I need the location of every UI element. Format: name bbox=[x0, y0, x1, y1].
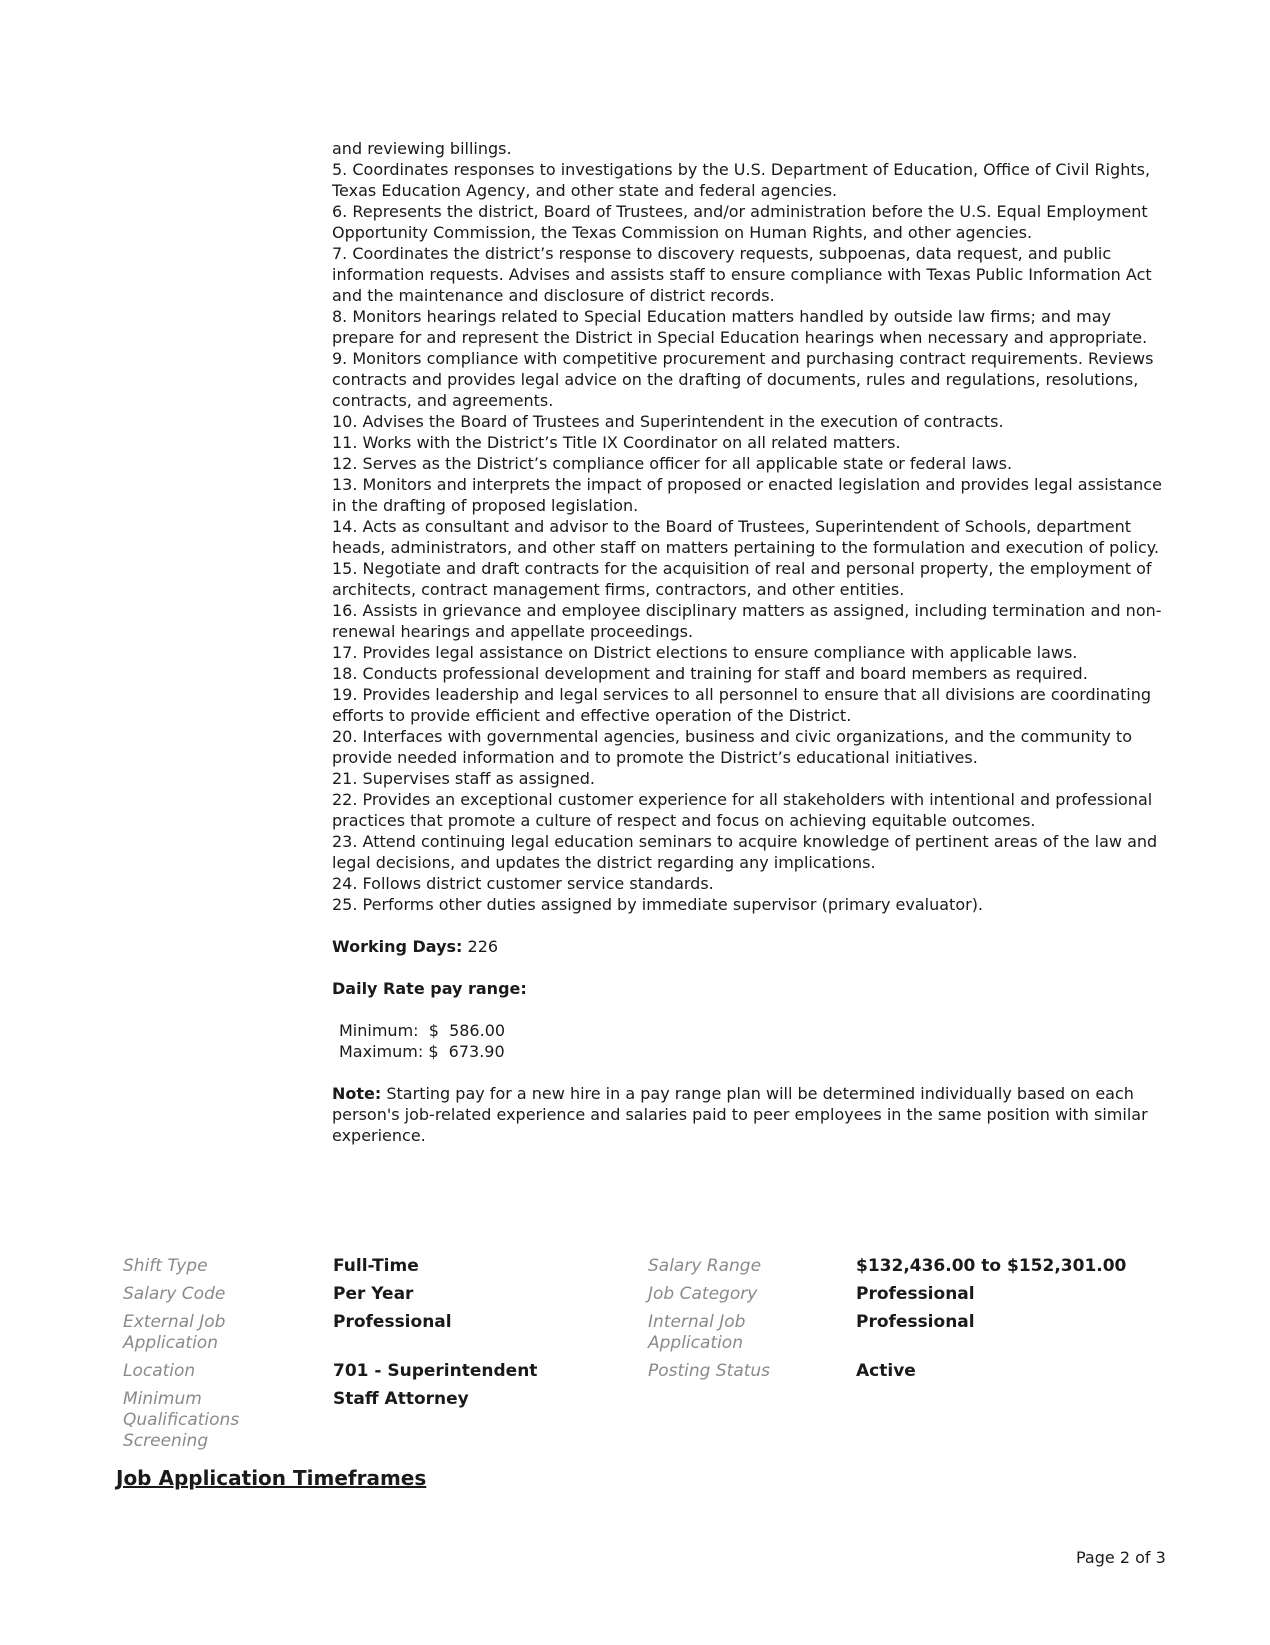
duty-item: 14. Acts as consultant and advisor to the Board of Trustees, Superintendent of Schools, department heads, administrators, and other staff on matters pertaining to the formulation and execution of policy. bbox=[332, 517, 1160, 557]
working-days-label: Working Days: bbox=[332, 937, 463, 956]
details-row bbox=[123, 1256, 1143, 1284]
duty-item: 18. Conducts professional development and training for staff and board members as required. bbox=[332, 664, 1088, 683]
duty-item: 17. Provides legal assistance on District elections to ensure compliance with applicable laws. bbox=[332, 643, 1078, 662]
duty-item: 10. Advises the Board of Trustees and Superintendent in the execution of contracts. bbox=[332, 412, 1004, 431]
min-qualifications-screening-label: Minimum Qualifications Screening bbox=[123, 1389, 240, 1451]
internal-job-application-label: Internal Job Application bbox=[648, 1312, 746, 1353]
details-row bbox=[123, 1312, 1143, 1361]
pay-range-table bbox=[339, 1020, 1162, 1062]
duty-item: 8. Monitors hearings related to Special Education matters handled by outside law firms; and may prepare for and represent the District in Special Education hearings when necessary and appropriate. bbox=[332, 307, 1148, 347]
job-category-label: Job Category bbox=[648, 1284, 758, 1304]
duty-item: and reviewing billings. bbox=[332, 139, 512, 158]
duty-item: 6. Represents the district, Board of Trustees, and/or administration before the U.S. Equal Employment Opportunity Commission, the Texas Commission on Human Rights, and other agencies. bbox=[332, 202, 1148, 242]
pay-note bbox=[332, 1083, 1162, 1146]
duty-item: 22. Provides an exceptional customer experience for all stakeholders with intentional and professional practices that promote a culture of respect and focus on achieving equitable outcomes. bbox=[332, 790, 1153, 830]
duty-item: 20. Interfaces with governmental agencies, business and civic organizations, and the community to provide needed information and to promote the District’s educational initiatives. bbox=[332, 727, 1132, 767]
working-days bbox=[332, 936, 1162, 957]
details-row bbox=[123, 1361, 1143, 1389]
internal-job-application-value: Professional bbox=[856, 1312, 975, 1332]
details-row bbox=[123, 1284, 1143, 1312]
duty-item: 11. Works with the District’s Title IX Coordinator on all related matters. bbox=[332, 433, 901, 452]
salary-code-label: Salary Code bbox=[123, 1284, 226, 1304]
shift-type-label: Shift Type bbox=[123, 1256, 208, 1276]
duty-item: 5. Coordinates responses to investigations by the U.S. Department of Education, Office of Civil Rights, Texas Education Agency, and other state and federal agencies. bbox=[332, 160, 1151, 200]
posting-status-value: Active bbox=[856, 1361, 916, 1381]
note-label: Note: bbox=[332, 1084, 382, 1103]
details-row bbox=[123, 1389, 1143, 1455]
working-days-value: 226 bbox=[467, 937, 499, 956]
duty-item: 23. Attend continuing legal education seminars to acquire knowledge of pertinent areas of the law and legal decisions, and updates the district regarding any implications. bbox=[332, 832, 1158, 872]
duty-item: 25. Performs other duties assigned by immediate supervisor (primary evaluator). bbox=[332, 895, 984, 914]
duty-item: 19. Provides leadership and legal services to all personnel to ensure that all divisions are coordinating efforts to provide efficient and effective operation of the District. bbox=[332, 685, 1152, 725]
min-qualifications-screening-value: Staff Attorney bbox=[333, 1389, 469, 1409]
location-value: 701 - Superintendent bbox=[333, 1361, 538, 1381]
pay-range-heading: Daily Rate pay range: bbox=[332, 979, 527, 998]
duty-item: 15. Negotiate and draft contracts for the acquisition of real and personal property, the employment of architects, contract management firms, contractors, and other entities. bbox=[332, 559, 1152, 599]
pay-maximum: Maximum: $ 673.90 bbox=[339, 1042, 505, 1061]
location-label: Location bbox=[123, 1361, 196, 1381]
external-job-application-label: External Job Application bbox=[123, 1312, 226, 1353]
duty-item: 16. Assists in grievance and employee disciplinary matters as assigned, including termination and non-renewal hearings and appellate proceedings. bbox=[332, 601, 1162, 641]
duty-item: 7. Coordinates the district’s response to discovery requests, subpoenas, data request, and public information requests. Advises and assists staff to ensure compliance with Texas Public Information Act and the maintenance and disclosure of district records. bbox=[332, 244, 1152, 305]
duties-list bbox=[332, 138, 1162, 915]
salary-range-label: Salary Range bbox=[648, 1256, 762, 1276]
section-title-job-application-timeframes: Job Application Timeframes bbox=[116, 1466, 427, 1490]
duty-item: 9. Monitors compliance with competitive procurement and purchasing contract requirements. Reviews contracts and provides legal advice on the drafting of documents, rules and regulations, resolutions, contracts, and agreements. bbox=[332, 349, 1154, 410]
duty-item: 12. Serves as the District’s compliance officer for all applicable state or federal laws. bbox=[332, 454, 1013, 473]
job-description-body bbox=[332, 138, 1162, 1146]
pay-minimum: Minimum: $ 586.00 bbox=[339, 1021, 506, 1040]
note-text: Starting pay for a new hire in a pay range plan will be determined individually based on each person's job-related experience and salaries paid to peer employees in the same position with similar experience. bbox=[332, 1084, 1148, 1145]
salary-range-value: $132,436.00 to $152,301.00 bbox=[856, 1256, 1127, 1276]
posting-status-label: Posting Status bbox=[648, 1361, 771, 1381]
duty-item: 24. Follows district customer service standards. bbox=[332, 874, 714, 893]
external-job-application-value: Professional bbox=[333, 1312, 452, 1332]
job-details-grid bbox=[123, 1256, 1143, 1455]
duty-item: 13. Monitors and interprets the impact of proposed or enacted legislation and provides legal assistance in the drafting of proposed legislation. bbox=[332, 475, 1162, 515]
page-number: Page 2 of 3 bbox=[1076, 1548, 1166, 1567]
shift-type-value: Full-Time bbox=[333, 1256, 419, 1276]
job-category-value: Professional bbox=[856, 1284, 975, 1304]
duty-item: 21. Supervises staff as assigned. bbox=[332, 769, 595, 788]
salary-code-value: Per Year bbox=[333, 1284, 414, 1304]
